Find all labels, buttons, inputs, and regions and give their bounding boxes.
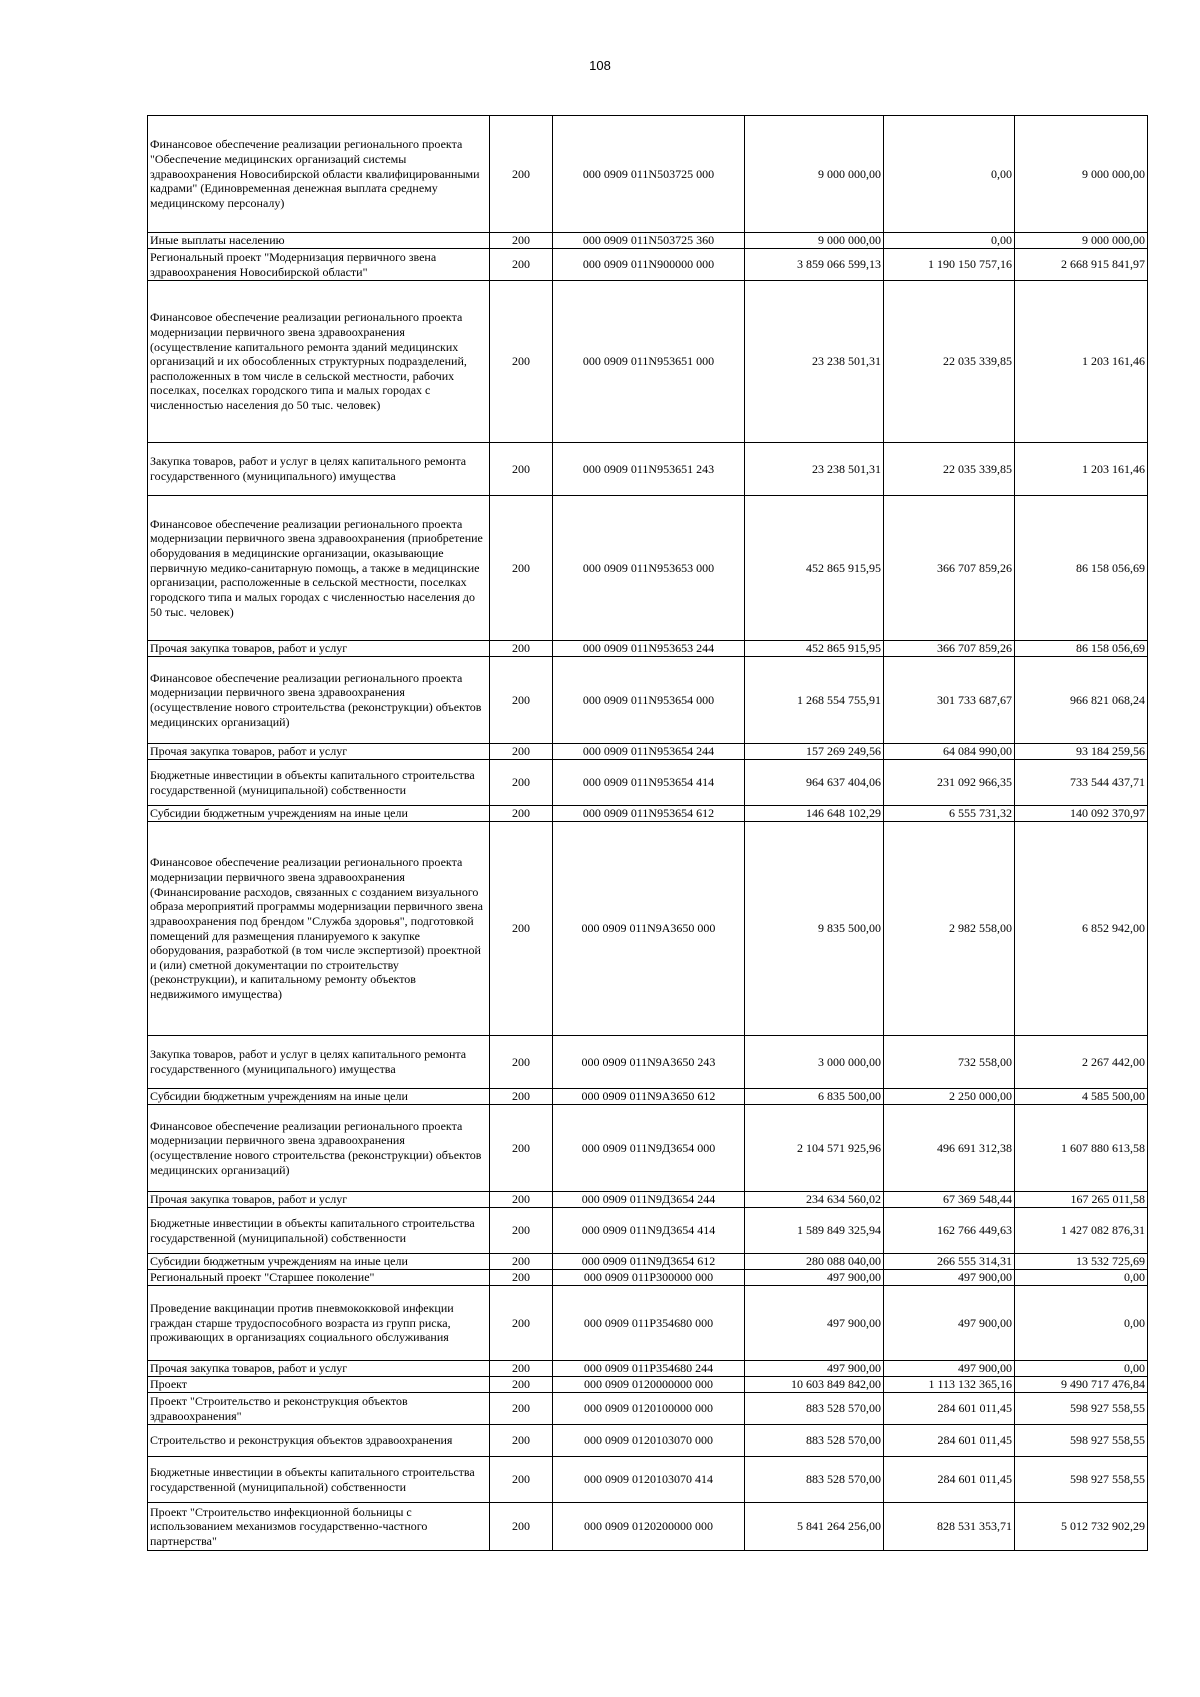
row-unexecuted-amount: 1 203 161,46 [1015, 281, 1148, 443]
row-description: Прочая закупка товаров, работ и услуг [148, 744, 490, 760]
row-executed-amount: 497 900,00 [884, 1270, 1015, 1286]
row-unexecuted-amount: 86 158 056,69 [1015, 496, 1148, 641]
row-unexecuted-amount: 2 267 442,00 [1015, 1036, 1148, 1089]
row-approved-amount: 157 269 249,56 [745, 744, 884, 760]
row-approved-amount: 452 865 915,95 [745, 641, 884, 657]
row-code: 200 [490, 744, 553, 760]
row-approved-amount: 883 528 570,00 [745, 1425, 884, 1457]
row-executed-amount: 732 558,00 [884, 1036, 1015, 1089]
row-description: Прочая закупка товаров, работ и услуг [148, 1361, 490, 1377]
row-description: Прочая закупка товаров, работ и услуг [148, 641, 490, 657]
row-approved-amount: 234 634 560,02 [745, 1192, 884, 1208]
table-row [148, 1254, 1148, 1270]
row-classification-code: 000 0909 011N953654 244 [553, 744, 745, 760]
row-unexecuted-amount: 2 668 915 841,97 [1015, 249, 1148, 281]
table-row [148, 1105, 1148, 1192]
page-number: 108 [589, 58, 611, 73]
row-unexecuted-amount: 598 927 558,55 [1015, 1425, 1148, 1457]
table-row [148, 1361, 1148, 1377]
row-code: 200 [490, 806, 553, 822]
row-unexecuted-amount: 4 585 500,00 [1015, 1089, 1148, 1105]
row-code: 200 [490, 1377, 553, 1393]
row-description: Финансовое обеспечение реализации регионального проекта модернизации первичного звена здравоохранения (осуществление нового строительства (реконструкции) объектов медицинских организаций) [148, 1105, 490, 1192]
table-row [148, 116, 1148, 233]
row-code: 200 [490, 1286, 553, 1361]
row-description: Бюджетные инвестиции в объекты капитального строительства государственной (муниципальной) собственности [148, 760, 490, 806]
row-approved-amount: 6 835 500,00 [745, 1089, 884, 1105]
table-row [148, 744, 1148, 760]
row-approved-amount: 10 603 849 842,00 [745, 1377, 884, 1393]
row-unexecuted-amount: 1 607 880 613,58 [1015, 1105, 1148, 1192]
row-unexecuted-amount: 0,00 [1015, 1286, 1148, 1361]
row-approved-amount: 883 528 570,00 [745, 1457, 884, 1503]
row-code: 200 [490, 233, 553, 249]
row-code: 200 [490, 1208, 553, 1254]
row-unexecuted-amount: 140 092 370,97 [1015, 806, 1148, 822]
row-code: 200 [490, 443, 553, 496]
row-description: Субсидии бюджетным учреждениям на иные цели [148, 806, 490, 822]
row-approved-amount: 452 865 915,95 [745, 496, 884, 641]
row-classification-code: 000 0909 0120103070 414 [553, 1457, 745, 1503]
row-description: Проект "Строительство и реконструкция объектов здравоохранения" [148, 1393, 490, 1425]
row-code: 200 [490, 1192, 553, 1208]
row-approved-amount: 146 648 102,29 [745, 806, 884, 822]
table-row [148, 1377, 1148, 1393]
table-row [148, 641, 1148, 657]
row-executed-amount: 22 035 339,85 [884, 443, 1015, 496]
row-code: 200 [490, 1503, 553, 1551]
row-unexecuted-amount: 1 203 161,46 [1015, 443, 1148, 496]
row-approved-amount: 883 528 570,00 [745, 1393, 884, 1425]
row-executed-amount: 828 531 353,71 [884, 1503, 1015, 1551]
row-code: 200 [490, 496, 553, 641]
row-description: Проект "Строительство инфекционной больницы с использованием механизмов государственно-частного партнерства" [148, 1503, 490, 1551]
row-unexecuted-amount: 13 532 725,69 [1015, 1254, 1148, 1270]
table-row [148, 1036, 1148, 1089]
row-classification-code: 000 0909 011N9Д3654 000 [553, 1105, 745, 1192]
row-approved-amount: 2 104 571 925,96 [745, 1105, 884, 1192]
table-row [148, 233, 1148, 249]
row-classification-code: 000 0909 011N953653 244 [553, 641, 745, 657]
table-row [148, 1192, 1148, 1208]
row-approved-amount: 5 841 264 256,00 [745, 1503, 884, 1551]
row-code: 200 [490, 1254, 553, 1270]
row-unexecuted-amount: 0,00 [1015, 1361, 1148, 1377]
table-row [148, 822, 1148, 1036]
row-executed-amount: 497 900,00 [884, 1361, 1015, 1377]
row-description: Финансовое обеспечение реализации регионального проекта модернизации первичного звена здравоохранения (осуществление нового строительства (реконструкции) объектов медицинских организаций) [148, 657, 490, 744]
row-approved-amount: 3 000 000,00 [745, 1036, 884, 1089]
row-executed-amount: 162 766 449,63 [884, 1208, 1015, 1254]
row-classification-code: 000 0909 011N953651 243 [553, 443, 745, 496]
row-unexecuted-amount: 0,00 [1015, 1270, 1148, 1286]
table-row [148, 1286, 1148, 1361]
row-classification-code: 000 0909 011P354680 244 [553, 1361, 745, 1377]
row-classification-code: 000 0909 011P354680 000 [553, 1286, 745, 1361]
table-row [148, 281, 1148, 443]
table-row [148, 443, 1148, 496]
row-code: 200 [490, 116, 553, 233]
row-executed-amount: 284 601 011,45 [884, 1425, 1015, 1457]
row-description: Финансовое обеспечение реализации регионального проекта модернизации первичного звена здравоохранения (Финансирование расходов, связанных с созданием визуального образа мероприятий программы модернизации первичного звена здравоохранения под брендом "Служба здоровья", подготовкой помещений для размещения планируемого к закупке оборудования, разработкой (в том числе экспертизой) проектной и (или) сметной документации по строительству (реконструкции), и капитальному ремонту объектов недвижимого имущества) [148, 822, 490, 1036]
row-description: Проведение вакцинации против пневмококковой инфекции граждан старше трудоспособного возраста из групп риска, проживающих в организациях социального обслуживания [148, 1286, 490, 1361]
row-description: Бюджетные инвестиции в объекты капитального строительства государственной (муниципальной) собственности [148, 1208, 490, 1254]
row-unexecuted-amount: 966 821 068,24 [1015, 657, 1148, 744]
row-approved-amount: 1 589 849 325,94 [745, 1208, 884, 1254]
row-classification-code: 000 0909 0120000000 000 [553, 1377, 745, 1393]
row-description: Закупка товаров, работ и услуг в целях капитального ремонта государственного (муниципального) имущества [148, 443, 490, 496]
row-unexecuted-amount: 9 000 000,00 [1015, 116, 1148, 233]
row-code: 200 [490, 1089, 553, 1105]
row-description: Региональный проект "Модернизация первичного звена здравоохранения Новосибирской области" [148, 249, 490, 281]
row-code: 200 [490, 1457, 553, 1503]
table-row [148, 496, 1148, 641]
row-code: 200 [490, 1425, 553, 1457]
row-approved-amount: 9 000 000,00 [745, 116, 884, 233]
row-executed-amount: 1 113 132 365,16 [884, 1377, 1015, 1393]
row-classification-code: 000 0909 011N953653 000 [553, 496, 745, 641]
row-description: Финансовое обеспечение реализации регионального проекта "Обеспечение медицинских организаций системы здравоохранения Новосибирской области квалифицированными кадрами" (Единовременная денежная выплата среднему медицинскому персоналу) [148, 116, 490, 233]
row-approved-amount: 280 088 040,00 [745, 1254, 884, 1270]
row-executed-amount: 284 601 011,45 [884, 1457, 1015, 1503]
row-classification-code: 000 0909 0120200000 000 [553, 1503, 745, 1551]
row-code: 200 [490, 1270, 553, 1286]
row-executed-amount: 1 190 150 757,16 [884, 249, 1015, 281]
row-unexecuted-amount: 733 544 437,71 [1015, 760, 1148, 806]
table-row [148, 249, 1148, 281]
row-code: 200 [490, 1393, 553, 1425]
row-description: Проект [148, 1377, 490, 1393]
row-executed-amount: 231 092 966,35 [884, 760, 1015, 806]
row-executed-amount: 0,00 [884, 233, 1015, 249]
row-classification-code: 000 0909 011N953654 414 [553, 760, 745, 806]
row-description: Финансовое обеспечение реализации регионального проекта модернизации первичного звена здравоохранения (осуществление капитального ремонта зданий медицинских организаций и их обособленных структурных подразделений, расположенных в том числе в сельской местности, рабочих поселках, поселках городского типа и малых городах с численностью населения до 50 тыс. человек) [148, 281, 490, 443]
row-executed-amount: 64 084 990,00 [884, 744, 1015, 760]
row-approved-amount: 9 835 500,00 [745, 822, 884, 1036]
row-classification-code: 000 0909 011N953654 000 [553, 657, 745, 744]
row-executed-amount: 366 707 859,26 [884, 641, 1015, 657]
row-classification-code: 000 0909 011N503725 000 [553, 116, 745, 233]
row-executed-amount: 2 982 558,00 [884, 822, 1015, 1036]
row-classification-code: 000 0909 011N953654 612 [553, 806, 745, 822]
row-unexecuted-amount: 5 012 732 902,29 [1015, 1503, 1148, 1551]
table-row [148, 1425, 1148, 1457]
row-unexecuted-amount: 9 000 000,00 [1015, 233, 1148, 249]
row-code: 200 [490, 822, 553, 1036]
row-approved-amount: 964 637 404,06 [745, 760, 884, 806]
row-executed-amount: 6 555 731,32 [884, 806, 1015, 822]
row-code: 200 [490, 657, 553, 744]
row-approved-amount: 497 900,00 [745, 1361, 884, 1377]
row-classification-code: 000 0909 011P300000 000 [553, 1270, 745, 1286]
row-classification-code: 000 0909 011N9А3650 612 [553, 1089, 745, 1105]
row-classification-code: 000 0909 011N9Д3654 244 [553, 1192, 745, 1208]
table-row [148, 1089, 1148, 1105]
table-row [148, 1393, 1148, 1425]
row-classification-code: 000 0909 011N9Д3654 414 [553, 1208, 745, 1254]
row-executed-amount: 0,00 [884, 116, 1015, 233]
row-approved-amount: 1 268 554 755,91 [745, 657, 884, 744]
row-executed-amount: 497 900,00 [884, 1286, 1015, 1361]
row-description: Бюджетные инвестиции в объекты капитального строительства государственной (муниципальной) собственности [148, 1457, 490, 1503]
row-classification-code: 000 0909 011N503725 360 [553, 233, 745, 249]
row-executed-amount: 67 369 548,44 [884, 1192, 1015, 1208]
row-classification-code: 000 0909 011N953651 000 [553, 281, 745, 443]
row-executed-amount: 496 691 312,38 [884, 1105, 1015, 1192]
row-description: Региональный проект "Старшее поколение" [148, 1270, 490, 1286]
row-code: 200 [490, 281, 553, 443]
table-row [148, 1208, 1148, 1254]
row-code: 200 [490, 1105, 553, 1192]
row-description: Финансовое обеспечение реализации регионального проекта модернизации первичного звена здравоохранения (приобретение оборудования в медицинские организации, оказывающие первичную медико-санитарную помощь, а также в медицинские организации, расположенные в сельской местности, поселках городского типа и малых городах с численностью населения до 50 тыс. человек) [148, 496, 490, 641]
table-row [148, 1457, 1148, 1503]
table-row [148, 657, 1148, 744]
row-code: 200 [490, 1361, 553, 1377]
table-row [148, 806, 1148, 822]
table-row [148, 1503, 1148, 1551]
row-code: 200 [490, 1036, 553, 1089]
row-classification-code: 000 0909 011N9А3650 243 [553, 1036, 745, 1089]
row-approved-amount: 9 000 000,00 [745, 233, 884, 249]
row-classification-code: 000 0909 011N900000 000 [553, 249, 745, 281]
row-unexecuted-amount: 1 427 082 876,31 [1015, 1208, 1148, 1254]
row-description: Прочая закупка товаров, работ и услуг [148, 1192, 490, 1208]
row-description: Строительство и реконструкция объектов здравоохранения [148, 1425, 490, 1457]
row-unexecuted-amount: 86 158 056,69 [1015, 641, 1148, 657]
row-executed-amount: 301 733 687,67 [884, 657, 1015, 744]
row-executed-amount: 2 250 000,00 [884, 1089, 1015, 1105]
row-unexecuted-amount: 93 184 259,56 [1015, 744, 1148, 760]
row-approved-amount: 3 859 066 599,13 [745, 249, 884, 281]
row-approved-amount: 497 900,00 [745, 1286, 884, 1361]
row-executed-amount: 366 707 859,26 [884, 496, 1015, 641]
row-executed-amount: 266 555 314,31 [884, 1254, 1015, 1270]
table-row [148, 1270, 1148, 1286]
row-code: 200 [490, 641, 553, 657]
row-description: Субсидии бюджетным учреждениям на иные цели [148, 1089, 490, 1105]
row-description: Закупка товаров, работ и услуг в целях капитального ремонта государственного (муниципального) имущества [148, 1036, 490, 1089]
row-unexecuted-amount: 6 852 942,00 [1015, 822, 1148, 1036]
row-approved-amount: 497 900,00 [745, 1270, 884, 1286]
row-unexecuted-amount: 9 490 717 476,84 [1015, 1377, 1148, 1393]
row-executed-amount: 22 035 339,85 [884, 281, 1015, 443]
row-code: 200 [490, 760, 553, 806]
row-unexecuted-amount: 598 927 558,55 [1015, 1457, 1148, 1503]
row-description: Иные выплаты населению [148, 233, 490, 249]
row-approved-amount: 23 238 501,31 [745, 281, 884, 443]
row-unexecuted-amount: 598 927 558,55 [1015, 1393, 1148, 1425]
row-classification-code: 000 0909 011N9Д3654 612 [553, 1254, 745, 1270]
row-description: Субсидии бюджетным учреждениям на иные цели [148, 1254, 490, 1270]
row-classification-code: 000 0909 011N9А3650 000 [553, 822, 745, 1036]
budget-execution-table [147, 115, 1148, 1551]
row-approved-amount: 23 238 501,31 [745, 443, 884, 496]
table-row [148, 760, 1148, 806]
row-classification-code: 000 0909 0120100000 000 [553, 1393, 745, 1425]
row-classification-code: 000 0909 0120103070 000 [553, 1425, 745, 1457]
row-code: 200 [490, 249, 553, 281]
row-unexecuted-amount: 167 265 011,58 [1015, 1192, 1148, 1208]
row-executed-amount: 284 601 011,45 [884, 1393, 1015, 1425]
